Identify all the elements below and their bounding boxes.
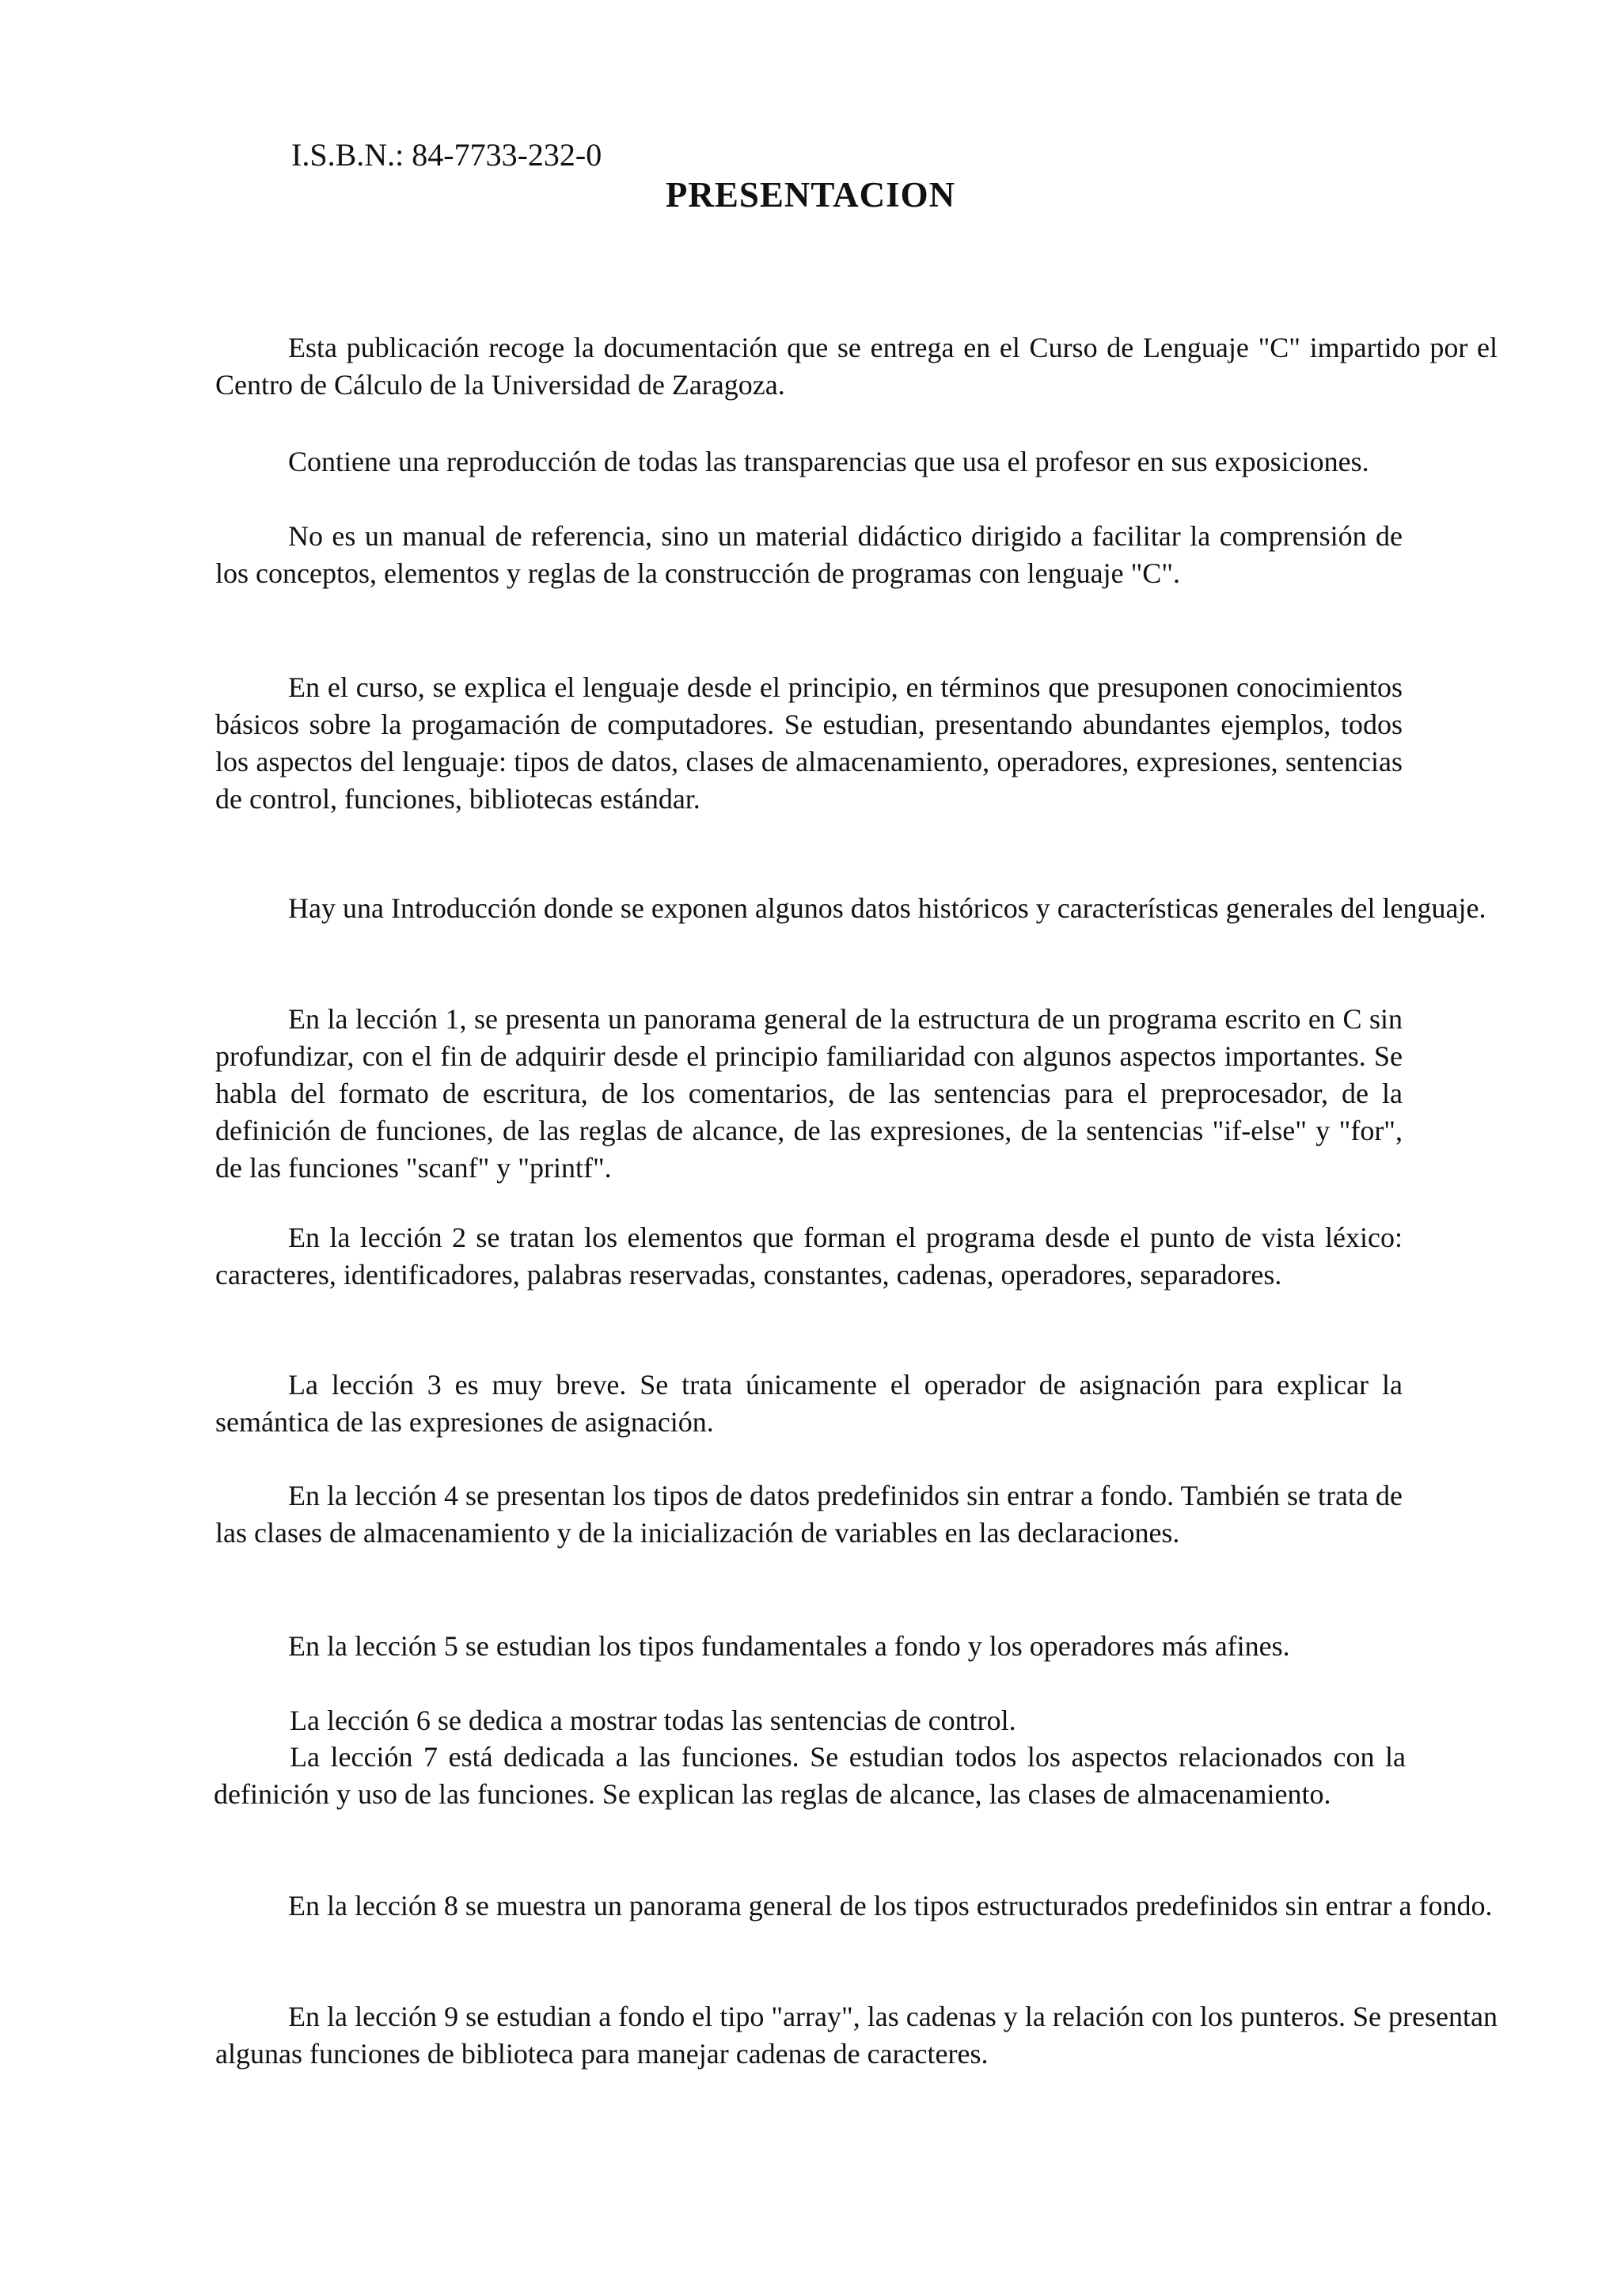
paragraph-lesson-3: La lección 3 es muy breve. Se trata únicamente el operador de asignación para explicar la semántica de las expresiones de asignación. (215, 1369, 1403, 1438)
paragraph-intro: Esta publicación recoge la documentación que se entrega en el Curso de Lenguaje "C" impartido por el Centro de Cálculo de la Universidad de Zaragoza. (215, 332, 1498, 401)
paragraph-purpose: No es un manual de referencia, sino un material didáctico dirigido a facilitar la comprensión de los conceptos, elementos y reglas de la construcción de programas con lenguaje "C". (215, 520, 1403, 589)
paragraph-lesson-6: La lección 6 se dedica a mostrar todas las sentencias de control. (290, 1705, 1016, 1736)
paragraph-contents: Contiene una reproducción de todas las transparencias que usa el profesor en sus exposiciones. (288, 446, 1369, 477)
paragraph-lesson-1: En la lección 1, se presenta un panorama general de la estructura de un programa escrito en C sin profundizar, con el fin de adquirir desde el principio familiaridad con algunos aspectos importantes. Se habla del formato de escritura, de los comentarios, de las sentencias para el preprocesador, de la definición de funciones, de las reglas de alcance, de las expresiones, de la sentencias "if-else" y "for", de las funciones "scanf" y "printf". (215, 1003, 1403, 1184)
paragraph-course: En el curso, se explica el lenguaje desde el principio, en términos que presuponen conocimientos básicos sobre la progamación de computadores. Se estudian, presentando abundantes ejemplos, todos los aspectos del lenguaje: tipos de datos, clases de almacenamiento, operadores, expresiones, sentencias de control, funciones, bibliotecas estándar. (215, 671, 1403, 815)
paragraph-lesson-7: La lección 7 está dedicada a las funciones. Se estudian todos los aspectos relacionados con la definición y uso de las funciones. Se explican las reglas de alcance, las clases de almacenamiento. (214, 1741, 1406, 1810)
paragraph-lesson-8: En la lección 8 se muestra un panorama general de los tipos estructurados predefinidos sin entrar a fondo. (288, 1890, 1493, 1922)
page-title: PRESENTACION (665, 175, 956, 215)
paragraph-lesson-4: En la lección 4 se presentan los tipos de datos predefinidos sin entrar a fondo. También se trata de las clases de almacenamiento y de la inicialización de variables en las declaraciones. (215, 1480, 1403, 1549)
paragraph-introduction: Hay una Introducción donde se exponen algunos datos históricos y características generales del lenguaje. (288, 892, 1486, 924)
isbn-line: I.S.B.N.: 84-7733-232-0 (291, 137, 602, 173)
paragraph-lesson-2: En la lección 2 se tratan los elementos que forman el programa desde el punto de vista léxico: caracteres, identificadores, palabras reservadas, constantes, cadenas, operadores, separadores. (215, 1222, 1403, 1291)
paragraph-lesson-5: En la lección 5 se estudian los tipos fundamentales a fondo y los operadores más afines. (288, 1630, 1290, 1662)
paragraph-lesson-9: En la lección 9 se estudian a fondo el tipo "array", las cadenas y la relación con los punteros. Se presentan algunas funciones de biblioteca para manejar cadenas de caracteres. (215, 2001, 1498, 2070)
